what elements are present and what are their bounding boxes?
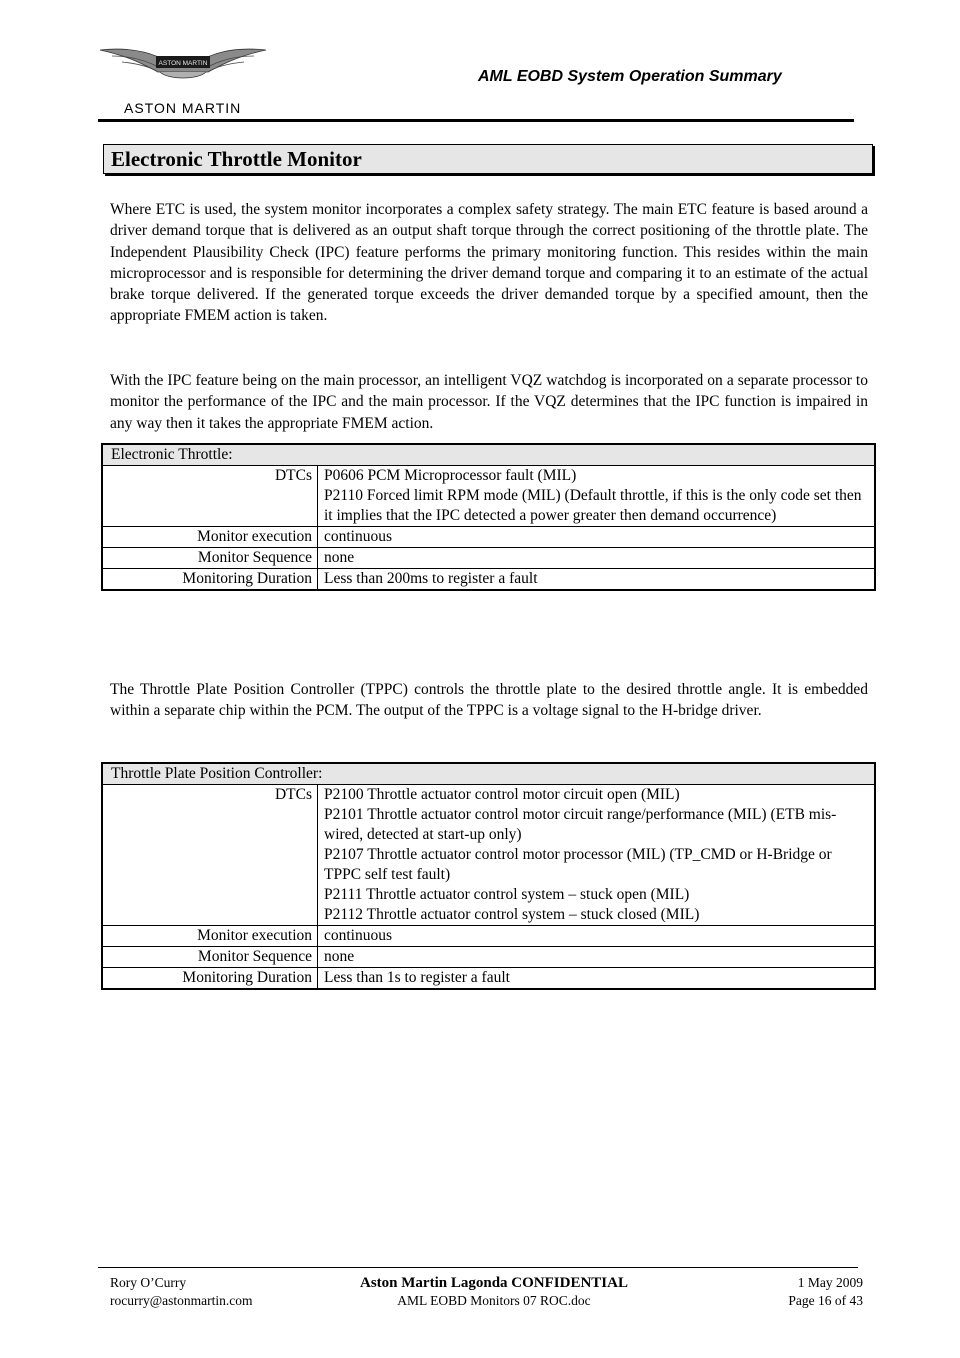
row-label: Monitoring Duration (102, 569, 318, 591)
row-label: Monitor Sequence (102, 548, 318, 569)
table-title: Throttle Plate Position Controller: (102, 763, 875, 785)
table-row (102, 968, 875, 990)
row-value: none (318, 548, 876, 569)
dtc-item: P2112 Throttle actuator control system – stuck closed (MIL) (324, 906, 700, 923)
svg-text:ASTON MARTIN: ASTON MARTIN (158, 60, 208, 67)
row-label: Monitor execution (102, 926, 318, 947)
row-value: none (318, 947, 876, 968)
dtc-item: P2111 Throttle actuator control system – stuck open (MIL) (324, 886, 690, 903)
table-row (102, 548, 875, 569)
document-date: 1 May 2009 (797, 1275, 863, 1290)
row-label: Monitor Sequence (102, 947, 318, 968)
footer-date-block (788, 1274, 863, 1310)
row-value: Less than 200ms to register a fault (318, 569, 876, 591)
tppc-table (101, 762, 876, 990)
header-divider (98, 119, 854, 122)
footer-author-block (110, 1274, 253, 1310)
footer-center-block (360, 1274, 628, 1310)
watchdog-paragraph: With the IPC feature being on the main processor, an intelligent VQZ watchdog is incorporated on a separate processor to monitor the performance of the IPC and the main processor. If the VQZ determines that the IPC function is impaired in any way then it takes the appropriate FMEM action. (110, 372, 868, 432)
table-row (102, 926, 875, 947)
dtc-item: P2107 Throttle actuator control motor processor (MIL) (TP_CMD or H-Bridge or TPPC self test fault) (324, 846, 832, 883)
dtc-item: P0606 PCM Microprocessor fault (MIL) (324, 467, 577, 484)
table-row (102, 527, 875, 548)
row-value: Less than 1s to register a fault (318, 968, 876, 990)
row-label: DTCs (102, 785, 318, 926)
wordmark: ASTON MARTIN (124, 100, 242, 116)
section-heading: Electronic Throttle Monitor (103, 144, 873, 174)
electronic-throttle-table (101, 443, 876, 591)
footer-divider (98, 1267, 858, 1268)
table-row (102, 785, 875, 926)
dtc-item: P2101 Throttle actuator control motor circuit range/performance (MIL) (ETB mis-wired, detected at start-up only) (324, 806, 837, 843)
row-value: continuous (318, 527, 876, 548)
dtc-item: P2110 Forced limit RPM mode (MIL) (Default throttle, if this is the only code set then it implies that the IPC detected a power greater then demand occurrence) (324, 487, 862, 524)
document-title: AML EOBD System Operation Summary (478, 68, 782, 85)
row-label: DTCs (102, 466, 318, 527)
table-row (102, 569, 875, 591)
tppc-paragraph: The Throttle Plate Position Controller (TPPC) controls the throttle plate to the desired throttle angle. It is embedded within a separate chip within the PCM. The output of the TPPC is a voltage signal to the H-bridge driver. (110, 681, 868, 720)
table-title: Electronic Throttle: (102, 444, 875, 466)
table-row (102, 466, 875, 527)
table-row (102, 947, 875, 968)
author-name: Rory O’Curry (110, 1275, 187, 1290)
row-value: continuous (318, 926, 876, 947)
page-number: Page 16 of 43 (788, 1293, 863, 1308)
confidential-label: Aston Martin Lagonda CONFIDENTIAL (360, 1275, 628, 1291)
dtc-item: P2100 Throttle actuator control motor circuit open (MIL) (324, 786, 680, 803)
file-name: AML EOBD Monitors 07 ROC.doc (397, 1293, 591, 1308)
author-email: rocurry@astonmartin.com (110, 1293, 253, 1308)
row-label: Monitoring Duration (102, 968, 318, 990)
row-label: Monitor execution (102, 527, 318, 548)
intro-paragraph: Where ETC is used, the system monitor incorporates a complex safety strategy. The main ETC feature is based around a driver demand torque that is delivered as an output shaft torque through the correct positioning of the throttle plate. The Independent Plausibility Check (IPC) feature performs the primary monitoring function. This resides within the main microprocessor and is responsible for determining the driver demand torque and comparing it to an estimate of the actual brake torque delivered. If the generated torque exceeds the driver demanded torque by a specified amount, then the appropriate FMEM action is taken. (110, 201, 868, 325)
